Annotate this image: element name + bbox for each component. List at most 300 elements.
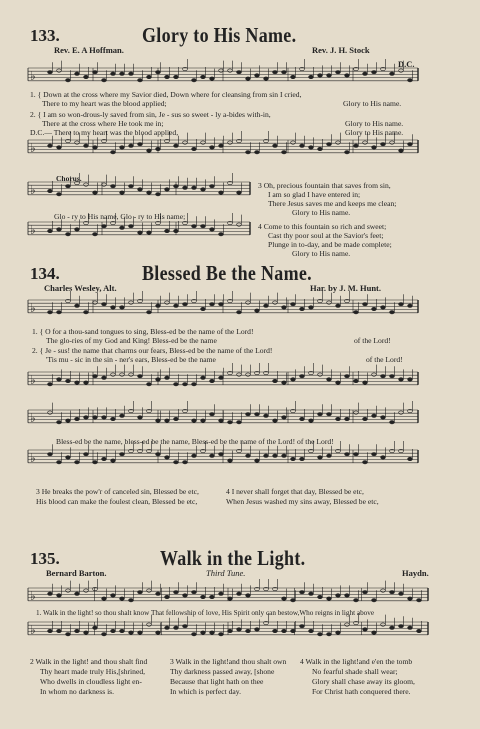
note-head [219,233,224,236]
hymn-133-stanza-line: I am so glad I have entered in; [268,190,361,199]
note-head [381,623,386,626]
note-head [264,77,269,80]
note-head [228,141,233,144]
note-head [84,183,89,186]
note-head [399,149,404,152]
note-head [48,453,53,456]
note-head [138,143,143,146]
note-head [111,72,116,75]
clef-icon: ♭ [30,589,36,603]
hymn-134-number: 134. [30,264,60,283]
hymn-134-verse-line: 'Tis mu - sic in the sin - ner's ears, Bless-ed be the name [46,355,216,364]
note-head [327,413,332,416]
hymn-135-stanza-line: 2 Walk in the light! and thou shalt find [30,657,148,666]
note-head [84,311,89,314]
note-head [291,599,296,602]
note-head [84,631,89,634]
note-head [318,373,323,376]
note-head [273,454,278,457]
note-head [300,457,305,460]
note-head [327,301,332,304]
note-head [111,373,116,376]
note-head [156,419,161,422]
note-head [84,453,89,456]
note-head [120,373,125,376]
note-head [147,191,152,194]
note-head [192,419,197,422]
note-head [183,141,188,144]
note-head [183,383,188,386]
note-head [363,591,368,594]
note-head [390,375,395,378]
note-head [156,631,161,634]
clef-icon: ♭ [30,623,36,637]
note-head [138,375,143,378]
note-head [84,75,89,78]
note-head [399,303,404,306]
note-head [327,454,332,457]
note-head [183,186,188,189]
note-head [165,301,170,304]
note-head [165,419,170,422]
note-head [237,628,242,631]
note-head [255,309,260,312]
note-head [309,146,314,149]
hymn-134-verse-ending: of the Lord! [354,336,391,345]
note-head [237,223,242,226]
hymn-134-stanza-line: 3 He breaks the pow'r of canceled sin, Blessed be etc, [36,487,199,496]
note-head [183,594,188,597]
note-head [156,147,161,150]
note-head [300,144,305,147]
note-head [156,193,161,196]
hymn-135-tune: Third Tune. [206,568,246,578]
note-head [390,626,395,629]
note-head [363,72,368,75]
hymn-135-stanza-line: In whom no darkness is. [40,687,115,696]
note-head [174,304,179,307]
note-head [138,231,143,234]
note-head [336,141,341,144]
hymn-133-stanza-line: Glory to His name. [292,208,351,217]
note-head [408,304,413,307]
note-head [111,629,116,632]
note-head [93,146,98,149]
note-head [399,378,404,381]
note-head [75,72,80,75]
note-head [399,592,404,595]
clef-icon: ♭ [30,183,36,197]
note-head [210,631,215,634]
note-head [165,376,170,379]
note-head [75,381,80,384]
note-head [111,151,116,154]
note-head [417,629,422,632]
note-head [336,594,341,597]
note-head [246,454,251,457]
note-head [345,151,350,154]
note-head [318,595,323,598]
note-head [156,304,161,307]
note-head [390,421,395,424]
note-head [228,421,233,424]
hymn-135-stanza-line: 3 Walk in the light!and thou shalt own [170,657,287,666]
note-head [66,589,71,592]
note-head [345,453,350,456]
note-head [327,378,332,381]
hymn-133-dc-mark: D.C. [398,59,415,69]
hymn-134-stanza-line: 4 I never shall forget that day, Blessed be etc, [226,487,364,496]
note-head [201,376,206,379]
note-head [174,229,179,232]
note-head [327,633,332,636]
note-head [201,631,206,634]
note-head [66,233,71,236]
note-head [390,72,395,75]
note-head [201,225,206,228]
note-head [219,376,224,379]
note-head [48,189,53,192]
clef-icon: ♭ [30,411,36,425]
note-head [372,599,377,602]
hymn-133-chorus-label: Chorus. [56,174,82,183]
note-head [120,597,125,600]
note-head [165,626,170,629]
note-head [300,375,305,378]
note-head [363,628,368,631]
note-head [138,416,143,419]
note-head [102,457,107,460]
note-head [192,633,197,636]
note-head [345,623,350,626]
note-head [120,414,125,417]
note-head [219,69,224,72]
note-head [372,631,377,634]
note-head [381,589,386,592]
note-head [93,416,98,419]
note-head [354,411,359,414]
note-head [273,144,278,147]
note-head [345,594,350,597]
note-head [255,151,260,154]
note-head [282,151,287,154]
note-head [282,629,287,632]
note-head [57,228,62,231]
note-head [246,301,251,304]
note-head [318,147,323,150]
note-head [138,188,143,191]
note-head [129,144,134,147]
note-head [399,625,404,628]
hymn-134-title: Blessed Be the Name. [142,261,312,285]
note-head [93,461,98,464]
note-head [174,185,179,188]
hymn-135-stanza-line: 4 Walk in the light!and e'en the tomb [300,657,413,666]
hymn-135-stanza-line: Because that light hath on thee [170,677,264,686]
note-head [336,304,341,307]
hymn-133-verse-ending: Glory to His name. [345,119,404,128]
note-head [57,69,62,72]
note-head [363,461,368,464]
note-head [210,303,215,306]
note-head [120,306,125,309]
hymn-135-number: 135. [30,549,60,568]
note-head [48,144,53,147]
hymn-133-verse-ending: Glory to His name. [343,99,402,108]
hymn-134-composer: Har. by J. M. Hunt. [310,283,382,293]
note-head [201,419,206,422]
note-head [300,307,305,310]
note-head [129,225,134,228]
hymn-134-verse-line: The glo-ries of my God and King! Bless-ed be the name [46,336,217,345]
note-head [75,461,80,464]
note-head [147,589,152,592]
note-head [48,629,53,632]
note-head [273,301,278,304]
hymn-133-verse-line: D.C.— There to my heart was the blood applied, [30,128,179,137]
note-head [138,591,143,594]
note-head [300,625,305,628]
note-head [237,592,242,595]
note-head [129,301,134,304]
note-head [291,75,296,78]
note-head [309,306,314,309]
note-head [309,419,314,422]
note-head [102,416,107,419]
note-head [408,143,413,146]
note-head [300,417,305,420]
note-head [399,69,404,72]
note-head [354,379,359,382]
note-head [390,141,395,144]
note-head [102,225,107,228]
note-head [102,376,107,379]
note-head [57,146,62,149]
note-head [291,378,296,381]
note-head [390,311,395,314]
note-head [237,373,242,376]
note-head [174,626,179,629]
note-head [84,144,89,147]
note-head [165,456,170,459]
note-head [408,378,413,381]
hymn-135-stanza-line: Glory shall chase away its gloom, [312,677,415,686]
note-head [174,144,179,147]
note-head [237,311,242,314]
note-head [147,311,152,314]
note-head [291,303,296,306]
note-head [273,71,278,74]
note-head [147,75,152,78]
note-head [111,594,116,597]
hymn-133-stanza-line: There Jesus saves me and keeps me clean; [268,199,397,208]
note-head [210,77,215,80]
note-head [336,417,341,420]
note-head [174,75,179,78]
note-head [174,461,179,464]
note-head [66,633,71,636]
note-head [75,228,80,231]
note-head [282,381,287,384]
note-head [273,629,278,632]
note-head [345,74,350,77]
note-head [210,379,215,382]
note-head [66,185,71,188]
hymn-133-verse-line: 2. { I am so won-drous-ly saved from sin, Je - sus so sweet - ly a-bides with-in, [30,110,271,119]
note-head [174,417,179,420]
note-head [93,375,98,378]
clef-icon: ♭ [30,301,36,315]
note-head [363,381,368,384]
note-head [201,75,206,78]
note-head [147,623,152,626]
note-head [48,592,53,595]
note-head [183,461,188,464]
hymn-135-stanza-line: Thy heart made truly His,[shrined, [40,667,146,676]
note-head [408,626,413,629]
note-head [102,79,107,82]
clef-icon: ♭ [30,373,36,387]
note-head [48,71,53,74]
note-head [111,306,116,309]
note-head [84,381,89,384]
hymn-135-stanza-line: No fearful shade shall wear; [312,667,398,676]
note-head [57,311,62,314]
clef-icon: ♭ [30,141,36,155]
note-head [57,421,62,424]
note-head [246,77,251,80]
note-head [192,383,197,386]
note-head [75,629,80,632]
note-head [255,413,260,416]
note-head [210,413,215,416]
note-head [111,417,116,420]
hymn-133-verse-line: There to my heart was the blood applied; [42,99,167,108]
note-head [219,633,224,636]
note-head [120,191,125,194]
note-head [408,597,413,600]
hymn-135-stanza-line: Who dwells in cloudless light en- [40,677,142,686]
note-head [102,183,107,186]
note-head [201,188,206,191]
note-head [75,592,80,595]
note-head [192,147,197,150]
note-head [282,416,287,419]
note-head [192,225,197,228]
note-head [417,599,422,602]
note-head [228,459,233,462]
note-head [75,304,80,307]
note-head [201,141,206,144]
note-head [354,311,359,314]
note-head [192,591,197,594]
note-head [408,79,413,82]
hymn-133-chorus-lyrics: Glo - ry to His name, Glo - ry to His name; [54,212,186,221]
note-head [327,597,332,600]
note-head [228,597,233,600]
note-head [372,307,377,310]
note-head [93,626,98,629]
hymn-134-stanza-line: When Jesus washed my sins away, Blessed be etc, [226,497,379,506]
note-head [345,417,350,420]
note-head [210,595,215,598]
hymn-135-title: Walk in the Light. [160,546,306,570]
note-head [147,383,152,386]
hymn-135-stanza-line: Thy darkness passed away, [shone [170,667,275,676]
note-head [48,383,53,386]
note-head [219,419,224,422]
note-head [57,461,62,464]
note-head [399,411,404,414]
note-head [48,229,53,232]
note-head [291,629,296,632]
note-head [246,151,251,154]
note-head [309,592,314,595]
note-head [264,414,269,417]
hymn-133-stanza-line: Cast thy poor soul at the Savior's feet; [268,231,384,240]
note-head [165,595,170,598]
hymn-135-composer: Haydn. [402,568,429,578]
hymn-133-verse-line: 1. { Down at the cross where my Savior died, Down where for cleansing from sin I cried, [30,90,302,99]
note-head [381,375,386,378]
note-head [228,629,233,632]
note-head [327,143,332,146]
note-head [165,229,170,232]
note-head [381,416,386,419]
note-head [93,71,98,74]
note-head [246,373,251,376]
note-head [300,591,305,594]
hymn-134-author: Charles Wesley, Alt. [44,283,117,293]
note-head [138,79,143,82]
note-head [246,594,251,597]
note-head [129,72,134,75]
note-head [156,592,161,595]
note-head [66,419,71,422]
note-head [57,594,62,597]
note-head [264,454,269,457]
note-head [309,75,314,78]
note-head [201,307,206,310]
note-head [201,595,206,598]
note-head [318,74,323,77]
note-head [354,144,359,147]
note-head [372,414,377,417]
note-head [147,149,152,152]
hymn-133-stanza-line: Plunge in to-day, and be made complete; [268,240,392,249]
note-head [138,631,143,634]
note-head [246,629,251,632]
note-head [147,231,152,234]
note-head [282,306,287,309]
note-head [120,629,125,632]
hymn-133-verse-ending: Glory to His name. [345,128,404,137]
note-head [408,457,413,460]
note-head [129,185,134,188]
hymn-133-title: Glory to His Name. [142,23,297,47]
note-head [102,633,107,636]
note-head [219,303,224,306]
hymn-134-verse-ending: of the Lord! [366,355,403,364]
note-head [219,592,224,595]
note-head [192,186,197,189]
hymn-133-composer: Rev. J. H. Stock [312,45,370,55]
note-head [273,419,278,422]
note-head [129,373,134,376]
note-head [210,146,215,149]
note-head [237,421,242,424]
hymn-133-author: Rev. E. A Hoffman. [54,45,124,55]
